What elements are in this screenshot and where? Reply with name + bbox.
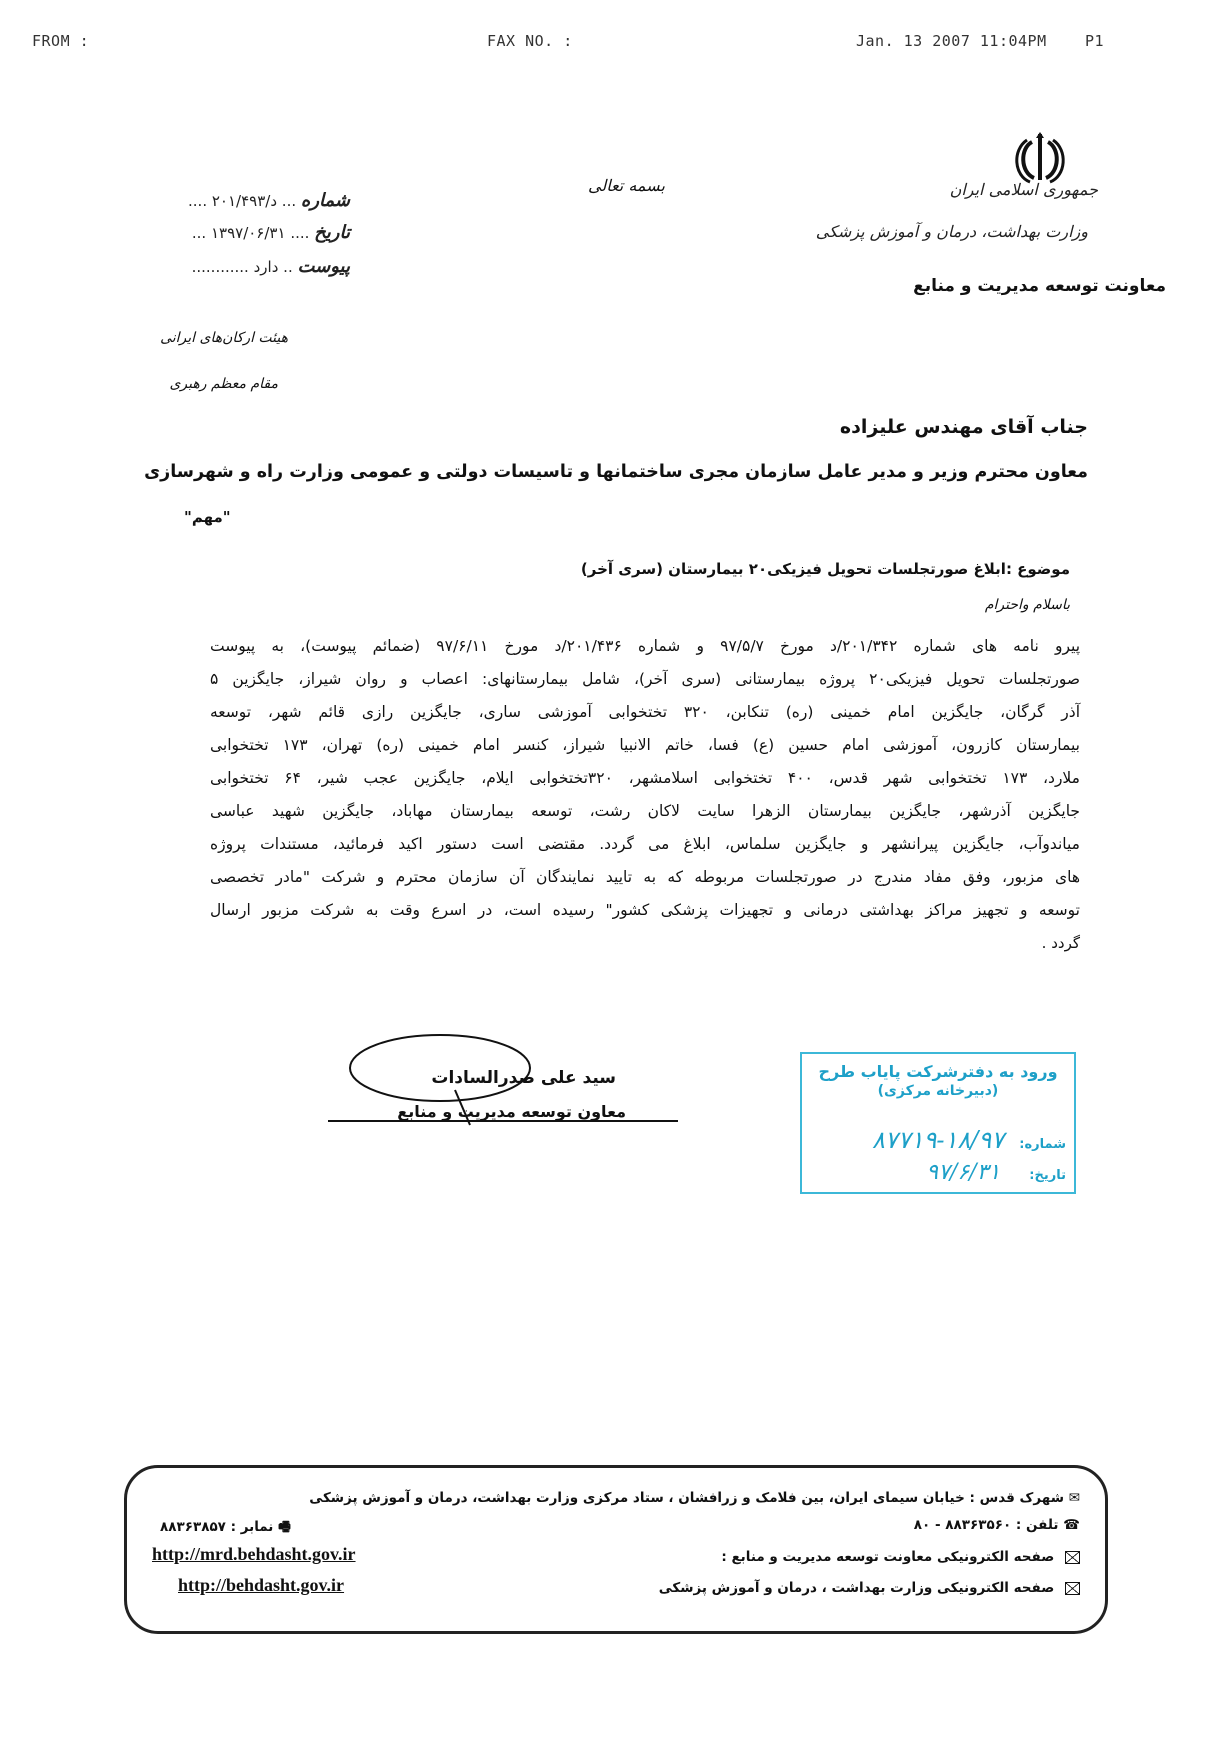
body-line: ملارد، ۱۷۳ تختخوابی شهر قدس، ۴۰۰ تختخوابی اسلامشهر، ۳۲۰تختخوابی ایلام، جایگزین عجب شیر، ۶۴ تختخوابی: [210, 769, 1080, 787]
letter-date-row: تاریخ .... ۱۳۹۷/۰۶/۳۱ ...: [191, 222, 350, 243]
footer-web2: [659, 1580, 1080, 1596]
stamp-date-value: ۹۷/۶/۳۱: [926, 1160, 1001, 1185]
stamp-title: ورود به دفترشرکت پایاب طرح: [818, 1062, 1058, 1081]
handwritten-note-line2: مقام معظم رهبری: [169, 376, 278, 392]
letter-number-row: شماره ... د/۲۰۱/۴۹۳ ....: [188, 190, 350, 211]
footer-phone-value: ۸۸۳۶۳۵۶۰ - ۸۰: [913, 1517, 1012, 1533]
iran-emblem-icon: [1010, 128, 1070, 188]
body-line: میاندوآب، جایگزین پیرانشهر و جایگزین سلماس، ابلاغ می گردد. مقتضی است دستور اکید فرمائید، مستندات پروژه: [210, 835, 1080, 853]
recipient-title: معاون محترم وزیر و مدیر عامل سازمان مجری ساختمانها و تاسیسات دولتی و عمومی وزارت راه و شهرسازی: [144, 462, 1088, 482]
body-line: های مزبور، وفق مفاد مندرج در صورتجلسات مربوطه که به تایید نمایندگان آن سازمان محترم و شرکت "مادر تخصصی: [210, 868, 1080, 886]
letter-attachment-row: پیوست .. دارد ............: [191, 256, 350, 277]
stamp-date-row: [926, 1160, 1066, 1185]
footer-web2-label: صفحه الکترونیکی وزارت بهداشت ، درمان و آموزش پزشکی: [658, 1580, 1055, 1596]
subject-label: موضوع :: [1005, 560, 1070, 578]
letterhead-country: جمهوری اسلامی ایران: [949, 180, 1098, 199]
footer-fax-label: نمابر :: [230, 1519, 274, 1535]
subject-text: ابلاغ صورتجلسات تحویل فیزیکی۲۰ بیمارستان (سری آخر): [580, 560, 1006, 578]
priority-label: "مهم": [184, 508, 231, 526]
signatory-title: معاون توسعه مدیریت و منابع: [397, 1102, 626, 1121]
stamp-subtitle: (دبیرخانه مرکزی): [877, 1083, 999, 1099]
letter-date-value: ۱۳۹۷/۰۶/۳۱: [210, 224, 286, 242]
invocation: بسمه تعالی: [588, 176, 665, 195]
body-line: توسعه و تجهیز مراکز بهداشتی درمانی و تجهیزات پزشکی کشور" رسیده است، در اسرع وقت به شرکت مزبور ارسال: [210, 901, 1080, 919]
subject: [581, 560, 1070, 578]
letter-number-value: د/۲۰۱/۴۹۳: [211, 192, 278, 210]
footer-address: [309, 1490, 1080, 1506]
stamp-number-row: [872, 1126, 1066, 1154]
footer-phone: [914, 1517, 1080, 1533]
letter-number-label: شماره: [300, 190, 350, 211]
footer-address-text: شهرک قدس : خیابان سیمای ایران، بین فلامک و زرافشان ، ستاد مرکزی وزارت بهداشت، درمان و آموزش پزشکی: [309, 1490, 1064, 1506]
email-icon: [1065, 1582, 1080, 1595]
fax-datetime: Jan. 13 2007 11:04PM: [856, 32, 1047, 50]
letter-body: [210, 630, 1080, 960]
footer-web1: [721, 1549, 1080, 1565]
body-line: آذر گرگان، جایگزین امام خمینی (ره) تنکابن، ۳۲۰ تختخوابی آموزشی ساری، جایگزین رازی قائم شهر، توسعه: [210, 703, 1080, 721]
letterhead-department: معاونت توسعه مدیریت و منابع: [913, 276, 1166, 296]
email-icon: [1065, 1551, 1080, 1564]
footer-web1-link[interactable]: http://mrd.behdasht.gov.ir: [152, 1544, 356, 1564]
received-stamp: [800, 1052, 1076, 1194]
body-line: جایگزین آذرشهر، جایگزین بیمارستان الزهرا سایت لاکان رشت، توسعه بیمارستان مهاباد، جایگزین شهید عباسی: [210, 802, 1080, 820]
handwritten-note-line1: هیئت ارکان‌های ایرانی: [160, 330, 288, 346]
signatory-name: سید علی صدرالسادات: [431, 1068, 616, 1088]
body-line: پیرو نامه های شماره ۲۰۱/۳۴۲/د مورخ ۹۷/۵/۷ و شماره ۲۰۱/۴۳۶/د مورخ ۹۷/۶/۱۱ (ضمائم پیوست)، به پیوست: [210, 637, 1081, 655]
fax-page: P1: [1085, 32, 1105, 50]
phone-icon: ☎: [1063, 1517, 1080, 1533]
fax-from: FROM :: [32, 32, 90, 50]
body-line: صورتجلسات تحویل فیزیکی۲۰ پروژه بیمارستانی (سری آخر)، شامل بیمارستانهای: اعصاب و روان شیراز، جایگزین ۵: [210, 670, 1080, 688]
letterhead-ministry: وزارت بهداشت، درمان و آموزش پزشکی: [815, 222, 1088, 241]
address-icon: ✉: [1068, 1490, 1080, 1506]
stamp-number-label: شماره:: [1019, 1137, 1066, 1152]
letter-attachment-label: پیوست: [297, 256, 350, 277]
fax-number: FAX NO. :: [487, 32, 573, 50]
stamp-number-value: ۱۸/۹۷-۸۷۷۱۹: [871, 1126, 1005, 1154]
recipient-name: جناب آقای مهندس علیزاده: [839, 416, 1088, 438]
footer-phone-label: تلفن :: [1015, 1517, 1059, 1533]
stamp-date-label: تاریخ:: [1029, 1168, 1066, 1183]
letter-attachment-value: دارد: [253, 258, 279, 276]
footer-web2-link[interactable]: http://behdasht.gov.ir: [178, 1575, 345, 1595]
salutation: باسلام واحترام: [984, 597, 1070, 613]
fax-icon: 🖷: [278, 1519, 291, 1535]
footer-fax: [160, 1517, 291, 1540]
footer-fax-value: ۸۸۳۶۳۸۵۷: [160, 1519, 226, 1535]
footer-web1-label: صفحه الکترونیکی معاونت توسعه مدیریت و منابع :: [721, 1549, 1055, 1565]
body-line: بیمارستان کازرون، آموزشی امام حسین (ع) فسا، خاتم الانبیا شیراز، کنسر امام خمینی (ره) تهران، ۱۷۳ تختخوابی: [210, 736, 1080, 754]
body-last-line: گردد .: [1041, 934, 1080, 952]
letter-date-label: تاریخ: [314, 222, 350, 243]
